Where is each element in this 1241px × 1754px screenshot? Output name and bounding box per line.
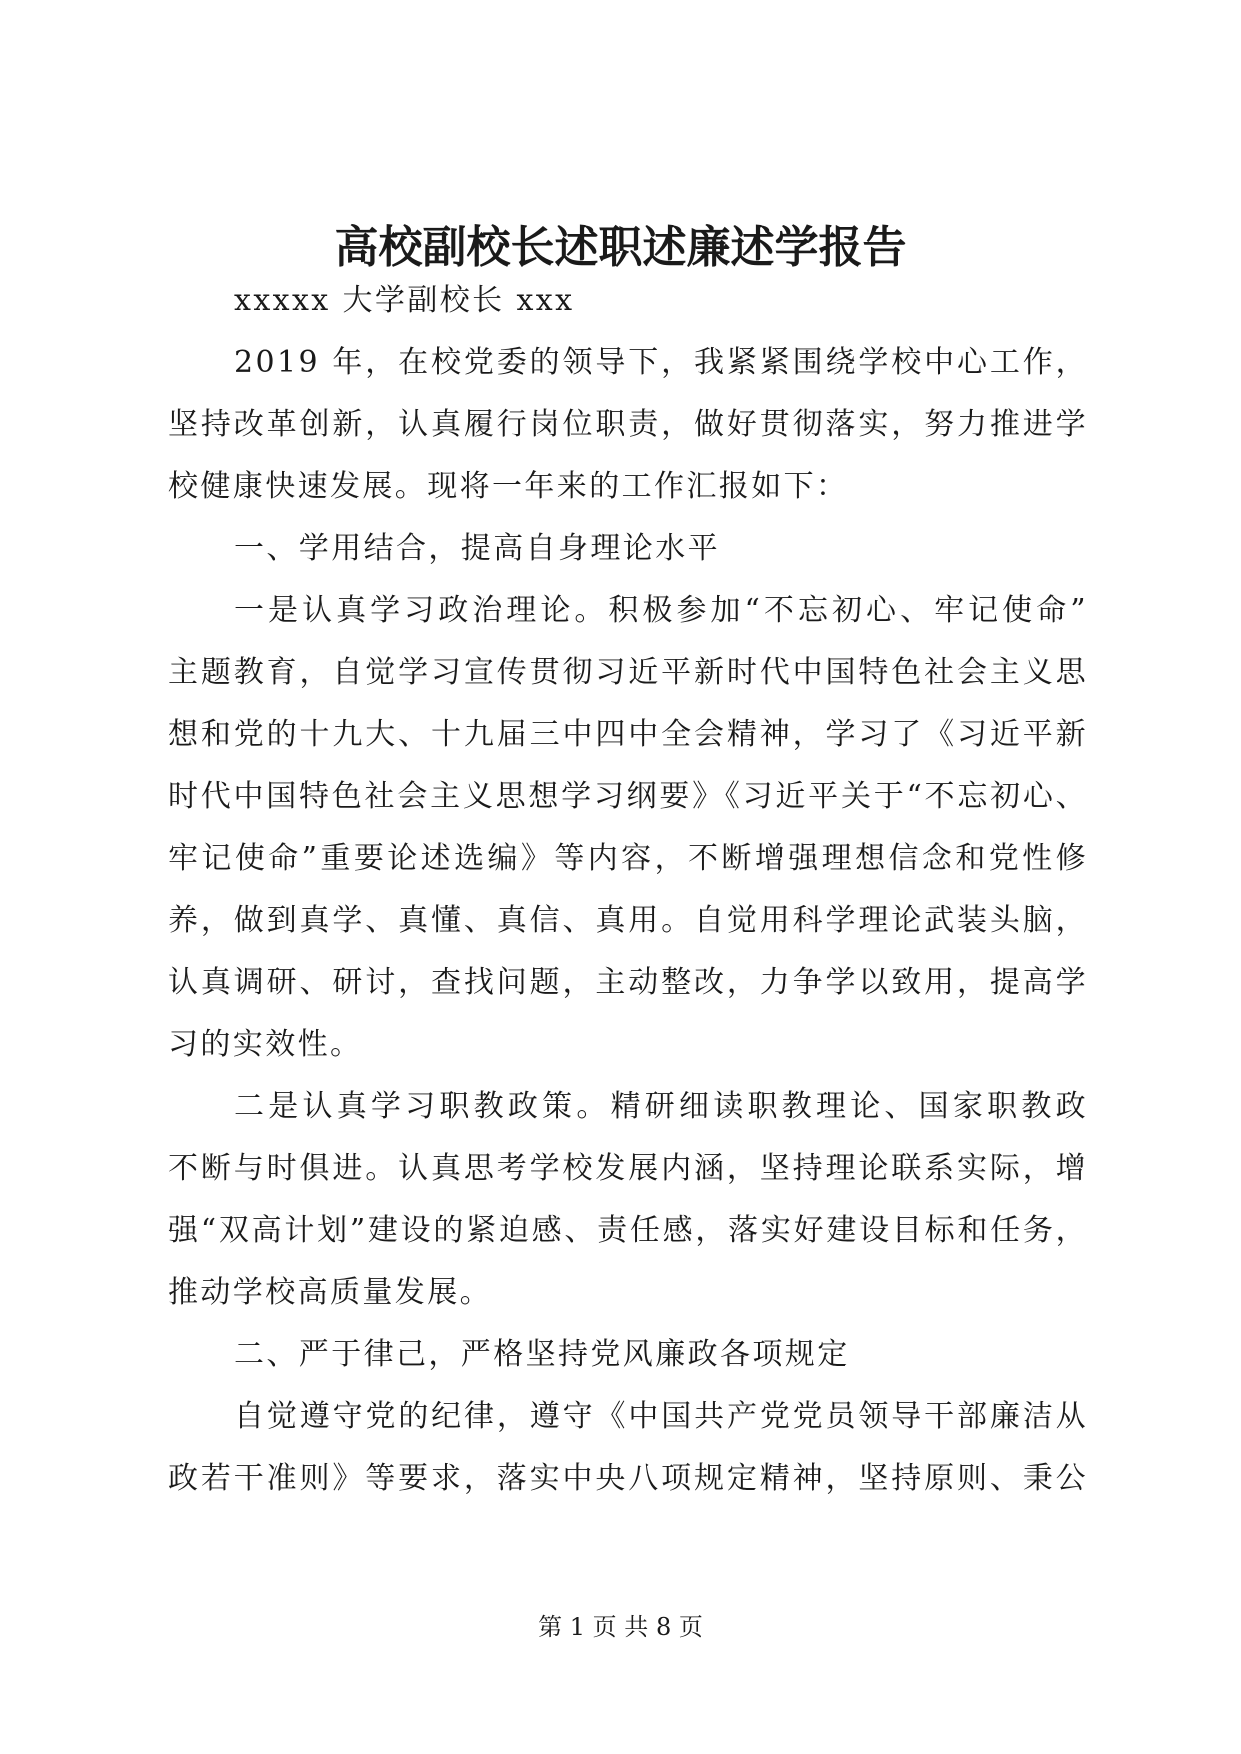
body-line: 2019 年，在校党委的领导下，我紧紧围绕学校中心工作，	[234, 345, 1088, 380]
body-line: 二是认真学习职教政策。精研细读职教理论、国家职教政	[234, 1089, 1088, 1124]
body-line: 坚持改革创新，认真履行岗位职责，做好贯彻落实，努力推进学	[168, 407, 1088, 442]
section-heading: 二、严于律己，严格坚持党风廉政各项规定	[234, 1337, 850, 1372]
body-line: xxxxx 大学副校长 xxx	[234, 283, 575, 318]
body-line: 时代中国特色社会主义思想学习纲要》《习近平关于“不忘初心、	[168, 779, 1088, 814]
body-line: 校健康快速发展。现将一年来的工作汇报如下：	[168, 469, 849, 504]
body-line: 养，做到真学、真懂、真信、真用。自觉用科学理论武装头脑，	[168, 903, 1088, 938]
document-title: 高校副校长述职述廉述学报告	[334, 222, 907, 273]
body-line: 不断与时俱进。认真思考学校发展内涵，坚持理论联系实际，增	[168, 1151, 1088, 1186]
body-line: 自觉遵守党的纪律，遵守《中国共产党党员领导干部廉洁从	[234, 1399, 1088, 1434]
body-line: 一是认真学习政治理论。积极参加“不忘初心、牢记使命”	[234, 593, 1088, 628]
body-line: 推动学校高质量发展。	[168, 1275, 492, 1310]
body-line: 认真调研、研讨，查找问题，主动整改，力争学以致用，提高学	[168, 965, 1088, 1000]
section-heading: 一、学用结合，提高自身理论水平	[234, 531, 720, 566]
body-line: 强“双高计划”建设的紧迫感、责任感，落实好建设目标和任务，	[168, 1213, 1088, 1248]
body-line: 政若干准则》等要求，落实中央八项规定精神，坚持原则、秉公	[168, 1461, 1088, 1496]
body-line: 牢记使命”重要论述选编》等内容，不断增强理想信念和党性修	[168, 841, 1088, 876]
body-line: 想和党的十九大、十九届三中四中全会精神，学习了《习近平新	[168, 717, 1088, 752]
body-line: 习的实效性。	[168, 1027, 363, 1062]
body-line: 主题教育，自觉学习宣传贯彻习近平新时代中国特色社会主义思	[168, 655, 1088, 690]
page-number: 第 1 页 共 8 页	[538, 1613, 703, 1641]
document-body	[168, 270, 1088, 1510]
